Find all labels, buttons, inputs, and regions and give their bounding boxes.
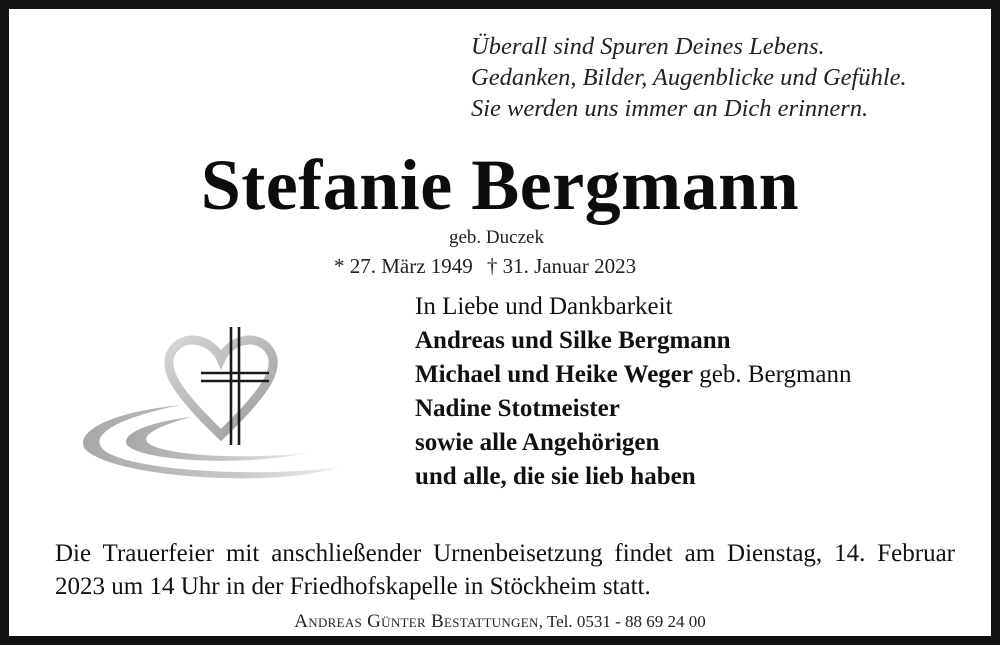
heart-cross-icon [71, 317, 351, 487]
mourners-intro: In Liebe und Dankbarkeit [415, 293, 673, 320]
mourner-line [415, 324, 852, 358]
quote-line: Überall sind Spuren Deines Lebens. [471, 33, 825, 60]
ceremony-info: Die Trauerfeier mit anschließender Urnenbeisetzung findet am Dienstag, 14. Februar 2023 um 14 Uhr in der Friedhofskapelle in Stöckheim statt. [55, 540, 955, 600]
mourner-note: geb. Bergmann [693, 361, 852, 388]
mourners-list [415, 290, 852, 494]
swoosh-inner [126, 417, 307, 461]
funeral-home-phone: , Tel. 0531 - 88 69 24 00 [538, 612, 706, 631]
swoosh-outer [83, 405, 339, 478]
birth-date: * 27. März 1949 [334, 254, 473, 278]
mourner-name: sowie alle Angehörigen [415, 429, 660, 456]
life-dates [334, 254, 636, 279]
mourner-name: Michael und Heike Weger [415, 361, 693, 388]
funeral-home-name: Andreas Günter Bestattungen [294, 611, 539, 632]
maiden-name: geb. Duczek [449, 227, 544, 248]
mourner-line [415, 392, 852, 426]
mourner-line [415, 426, 852, 460]
mourner-name: Nadine Stotmeister [415, 395, 620, 422]
mourner-name: Andreas und Silke Bergmann [415, 327, 731, 354]
death-date: † 31. Januar 2023 [486, 254, 637, 278]
quote-line: Sie werden uns immer an Dich erinnern. [471, 95, 869, 122]
deceased-name: Stefanie Bergmann [200, 145, 800, 225]
mourner-line [415, 460, 852, 494]
heart-shape [169, 340, 274, 435]
mourner-line [415, 358, 852, 392]
quote-line: Gedanken, Bilder, Augenblicke und Gefühle. [471, 64, 907, 91]
funeral-home-line [9, 611, 991, 633]
mourner-name: und alle, die sie lieb haben [415, 463, 696, 490]
memorial-quote [471, 31, 907, 124]
